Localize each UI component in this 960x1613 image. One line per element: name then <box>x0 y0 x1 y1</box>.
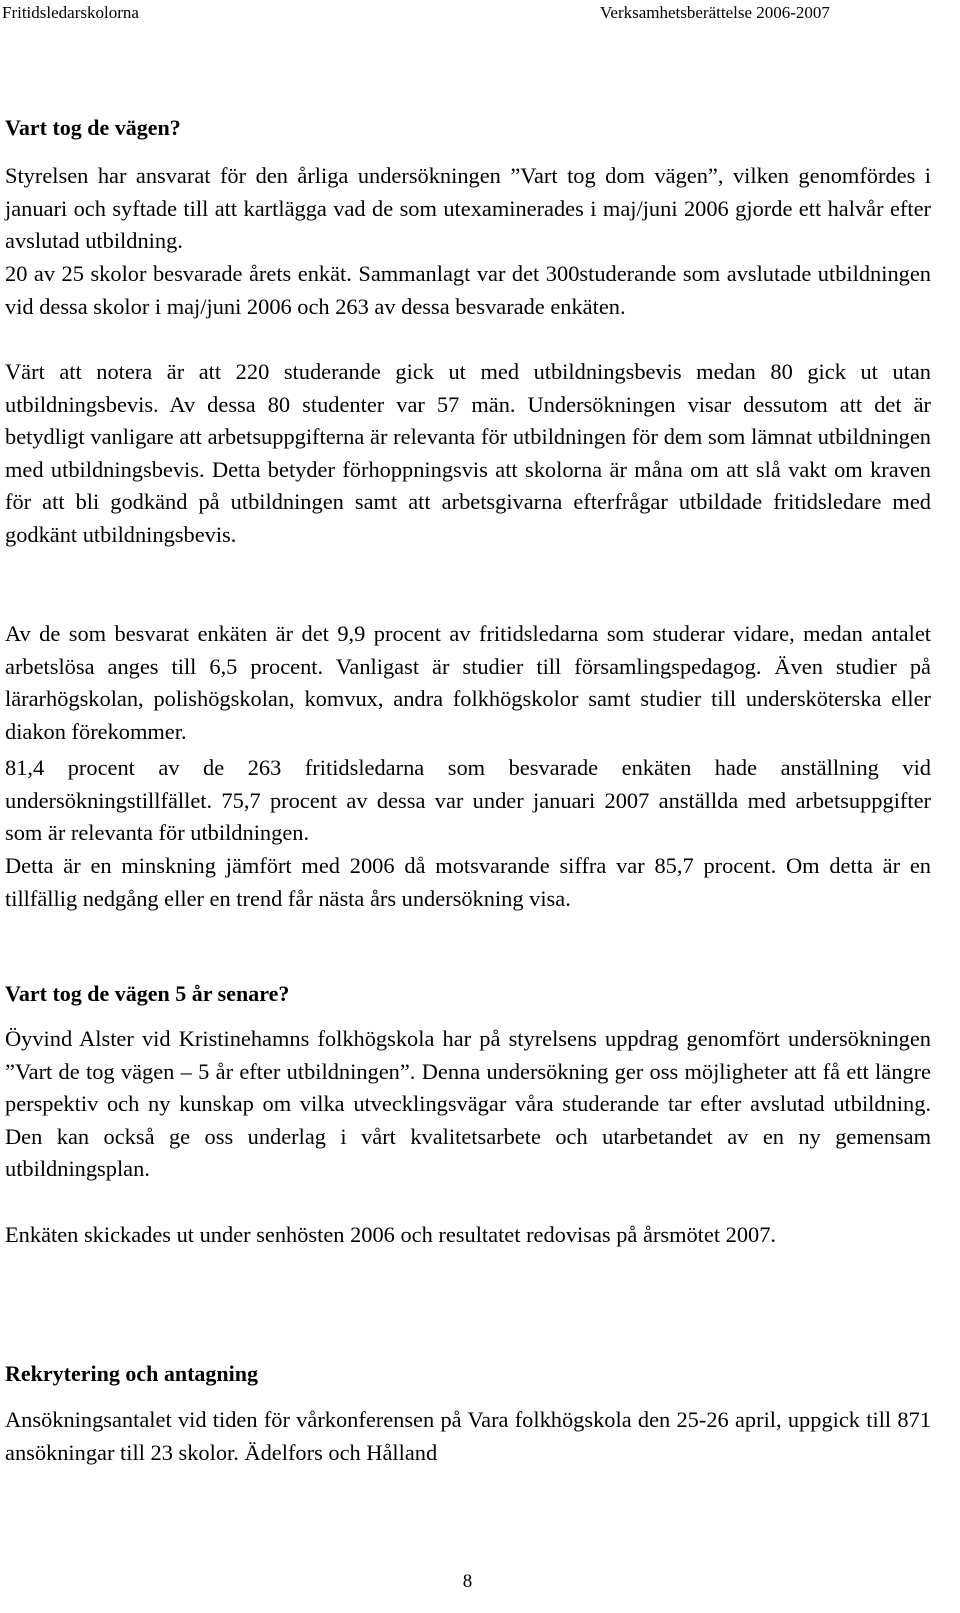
header-document-title: Verksamhetsberättelse 2006-2007 <box>600 3 830 22</box>
section-heading: Vart tog de vägen 5 år senare? <box>5 981 290 1006</box>
paragraph: Av de som besvarat enkäten är det 9,9 procent av fritidsledarna som studerar vidare, medan antalet arbetslösa anges till 6,5 procent. Vanligast är studier till församlingspedagog. Även studier på lärarhögskolan, polishögskolan, komvux, andra folkhögskolor samt studier till undersköterska eller diakon förekommer. <box>5 621 931 744</box>
paragraph: Detta är en minskning jämfört med 2006 då motsvarande siffra var 85,7 procent. Om detta är en tillfällig nedgång eller en trend får nästa års undersökning visa. <box>5 853 931 911</box>
paragraph: 81,4 procent av de 263 fritidsledarna som besvarade enkäten hade anställning vid undersökningstillfället. 75,7 procent av dessa var under januari 2007 anställda med arbetsuppgifter som är relevanta för utbildningen. <box>5 755 931 845</box>
page-number: 8 <box>462 1571 473 1592</box>
paragraph: Enkäten skickades ut under senhösten 2006 och resultatet redovisas på årsmötet 2007. <box>5 1222 777 1247</box>
paragraph: Värt att notera är att 220 studerande gick ut med utbildningsbevis medan 80 gick ut utan utbildningsbevis. Av dessa 80 studenter var 57 män. Undersökningen visar dessutom att det är betydligt vanligare att arbetsuppgifterna är relevanta för utbildningen för dem som lämnat utbildningen med utbildningsbevis. Detta betyder förhoppningsvis att skolorna är måna om att slå vakt om kraven för att bli godkänd på utbildningen samt att arbetsgivarna efterfrågar utbildade fritidsledare med godkänt utbildningsbevis. <box>5 359 931 547</box>
paragraph: Ansökningsantalet vid tiden för vårkonferensen på Vara folkhögskola den 25-26 april, uppgick till 871 ansökningar till 23 skolor. Ädelfors och Hålland <box>5 1407 931 1465</box>
paragraph: Öyvind Alster vid Kristinehamns folkhögskola har på styrelsens uppdrag genomfört undersökningen ”Vart de tog vägen – 5 år efter utbildningen”. Denna undersökning ger oss möjligheter att få ett längre perspektiv och ny kunskap om vilka utvecklingsvägar våra studerande tar efter avslutad utbildning. Den kan också ge oss underlag i vårt kvalitetsarbete och utarbetandet av en ny gemensam utbildningsplan. <box>5 1026 931 1181</box>
paragraph: Styrelsen har ansvarat för den årliga undersökningen ”Vart tog dom vägen”, vilken genomfördes i januari och syftade till att kartlägga vad de som utexaminerades i maj/juni 2006 gjorde ett halvår efter avslutad utbildning. <box>5 163 931 253</box>
paragraph: 20 av 25 skolor besvarade årets enkät. Sammanlagt var det 300studerande som avslutade utbildningen vid dessa skolor i maj/juni 2006 och 263 av dessa besvarade enkäten. <box>5 261 931 319</box>
section-heading: Vart tog de vägen? <box>5 115 181 140</box>
header-organization: Fritidsledarskolorna <box>2 3 139 22</box>
section-heading: Rekrytering och antagning <box>5 1361 258 1386</box>
